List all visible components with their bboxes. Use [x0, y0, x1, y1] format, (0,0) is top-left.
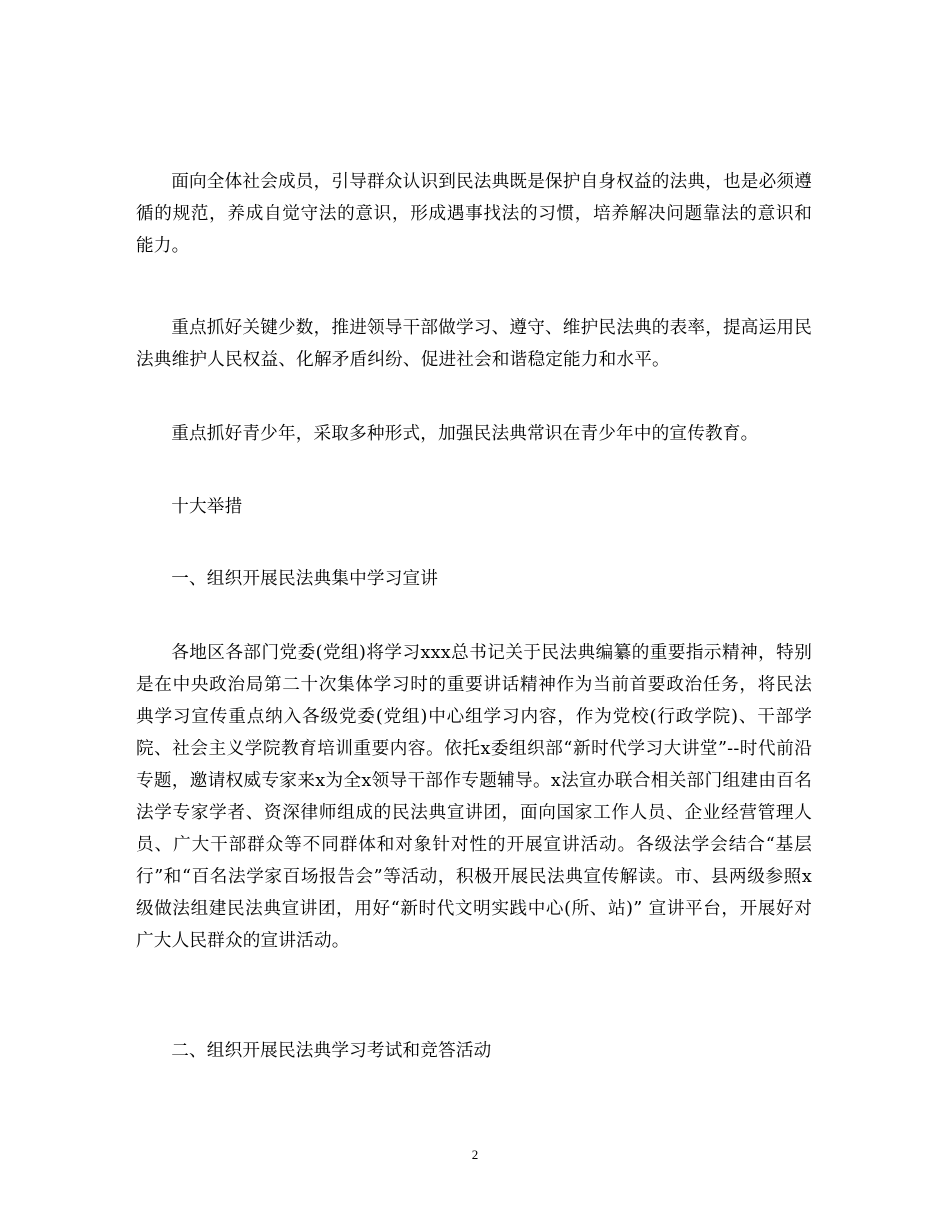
measure-heading-2: 二、组织开展民法典学习考试和竞答活动	[171, 1041, 492, 1061]
paragraph-leading-cadres: 重点抓好关键少数，推进领导干部做学习、遵守、维护民法典的表率，提高运用民法典维护人民权益、化解矛盾纠纷、促进社会和谐稳定能力和水平。	[136, 318, 812, 370]
page-number: 2	[471, 1147, 479, 1162]
paragraph-public-awareness: 面向全体社会成员，引导群众认识到民法典既是保护自身权益的法典，也是必须遵循的规范，养成自觉守法的意识，形成遇事找法的习惯，培养解决问题靠法的意识和能力。	[136, 172, 812, 256]
measure-heading-1: 一、组织开展民法典集中学习宣讲	[171, 569, 439, 589]
paragraph-measure-1-body: 各地区各部门党委(党组)将学习xxx总书记关于民法典编纂的重要指示精神，特别是在中央政治局第二十次集体学习时的重要讲话精神作为当前首要政治任务，将民法典学习宣传重点纳入各级党委(党组)中心组学习内容，作为党校(行政学院)、干部学院、社会主义学院教育培训重要内容。依托x委组织部“新时代学习大讲堂”--时代前沿专题，邀请权威专家来x为全x领导干部作专题辅导。x法宣办联合相关部门组建由百名法学专家学者、资深律师组成的民法典宣讲团，面向国家工作人员、企业经营管理人员、广大干部群众等不同群体和对象针对性的开展宣讲活动。各级法学会结合“基层行”和“百名法学家百场报告会”等活动，积极开展民法典宣传解读。市、县两级参照x级做法组建民法典宣讲团，用好“新时代文明实践中心(所、站)” 宣讲平台，开展好对广大人民群众的宣讲活动。	[136, 643, 812, 951]
paragraph-youth: 重点抓好青少年，采取多种形式，加强民法典常识在青少年中的宣传教育。	[171, 424, 759, 444]
section-heading-ten-measures: 十大举措	[171, 497, 243, 517]
